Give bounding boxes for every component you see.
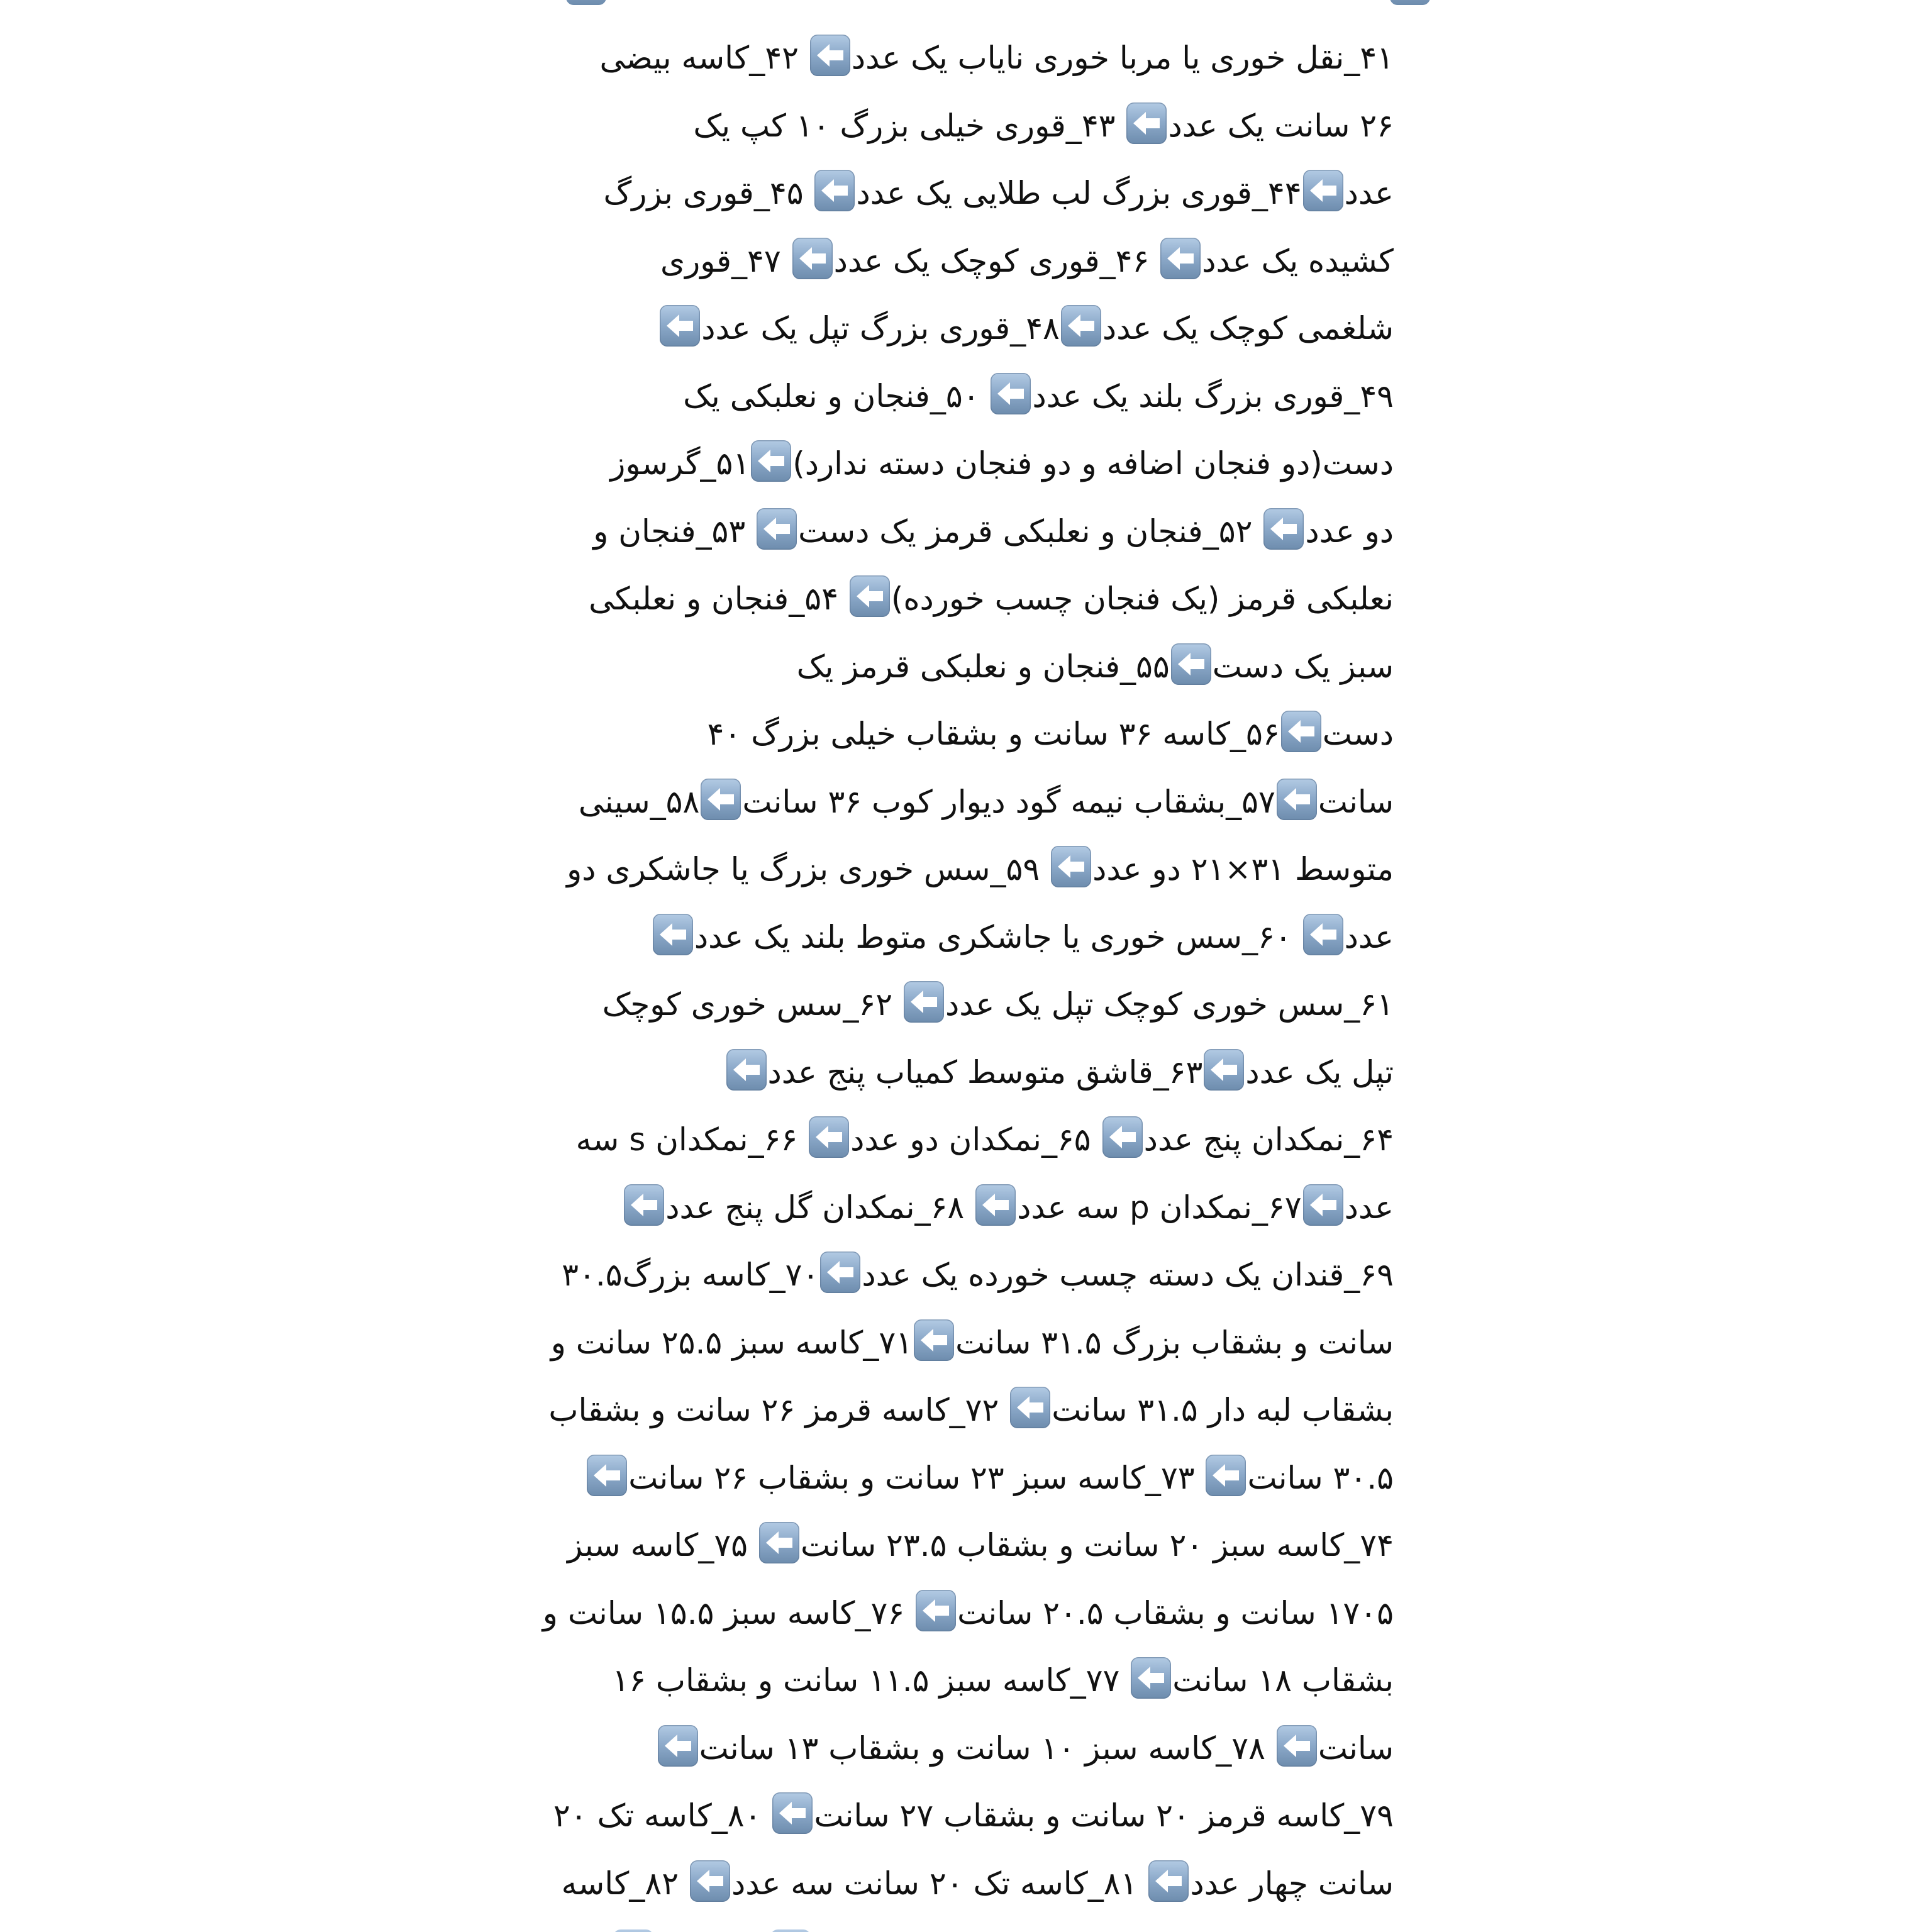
text-line xyxy=(562,1852,1394,1915)
left-arrow-button-icon xyxy=(757,508,797,550)
text-line xyxy=(579,770,1394,833)
left-arrow-button-icon xyxy=(1303,170,1343,211)
arrow-glyph-icon xyxy=(919,1328,948,1353)
text-segment: ۷۴_کاسه سبز ۲۰ سانت و بشقاب ۲۳.۵ سانت xyxy=(800,1527,1394,1563)
text-segment: ۷۶_کاسه سبز ۱۵.۵ سانت و xyxy=(542,1594,915,1631)
arrow-glyph-icon xyxy=(1067,313,1096,338)
text-line xyxy=(652,906,1394,969)
left-arrow-button-icon xyxy=(1126,103,1167,144)
arrow-glyph-icon xyxy=(996,381,1025,406)
arrow-glyph-icon xyxy=(1282,1733,1311,1758)
text-line xyxy=(562,1243,1394,1306)
text-line xyxy=(576,1108,1394,1171)
arrow-glyph-icon xyxy=(757,448,786,474)
text-segment: ۸۲_کاسه xyxy=(561,1865,689,1902)
text-segment: ۴۵_قوری بزرگ xyxy=(603,175,814,211)
left-arrow-button-icon xyxy=(653,914,693,955)
left-arrow-button-icon xyxy=(1204,1049,1244,1091)
arrow-glyph-icon xyxy=(1309,1192,1338,1218)
left-arrow-button-icon xyxy=(690,1860,730,1902)
text-segment: ۷۳_کاسه سبز ۲۳ سانت و بشقاب ۲۶ سانت xyxy=(628,1459,1205,1496)
left-arrow-button-icon xyxy=(809,1116,849,1158)
text-line xyxy=(589,567,1394,630)
left-arrow-button-icon xyxy=(701,779,741,820)
text-segment: ۴۳_قوری خیلی بزرگ ۱۰ کپ یک xyxy=(693,107,1126,144)
left-arrow-button-icon xyxy=(1051,846,1091,887)
left-arrow-button-icon xyxy=(726,1049,767,1091)
text-line xyxy=(567,1514,1394,1577)
arrow-glyph-icon xyxy=(1132,111,1161,136)
left-arrow-button-icon xyxy=(1061,305,1101,347)
text-segment: ۶۰_سس خوری یا جاشکری متوط بلند یک عدد xyxy=(694,918,1302,955)
arrow-glyph-icon xyxy=(665,313,694,338)
text-segment: ۷۵_کاسه سبز xyxy=(567,1527,758,1563)
text-line xyxy=(586,1446,1394,1509)
text-segment: ۷۸_کاسه سبز ۱۰ سانت و بشقاب ۱۳ سانت xyxy=(699,1729,1275,1767)
cropped-arrow-icon xyxy=(613,1929,653,1932)
text-segment: ۶۲_سس خوری کوچک xyxy=(602,986,902,1023)
text-segment: ۶۳_قاشق متوسط کمیاب پنج عدد xyxy=(767,1053,1203,1091)
text-segment: نعلبکی قرمز (یک فنجان چسب خورده) xyxy=(891,580,1394,617)
text-segment: ۵۳_فنجان و xyxy=(593,513,756,550)
text-segment: ۶۸_نمکدان گل پنج عدد xyxy=(665,1189,975,1226)
text-segment: ۳۰.۵ سانت xyxy=(1247,1459,1394,1496)
text-segment: ۲۶ سانت یک عدد xyxy=(1168,107,1394,144)
cropped-arrow-icon xyxy=(566,0,606,5)
arrow-glyph-icon xyxy=(981,1192,1010,1218)
arrow-glyph-icon xyxy=(1057,854,1085,879)
left-arrow-button-icon xyxy=(1303,1184,1343,1226)
text-segment: ۵۹_سس خوری بزرگ یا جاشکری دو xyxy=(567,851,1050,887)
text-segment: تپل یک عدد xyxy=(1245,1053,1394,1091)
arrow-glyph-icon xyxy=(663,1733,692,1758)
text-segment: ۷۰_کاسه بزرگ۳۰.۵ xyxy=(562,1257,819,1293)
left-arrow-button-icon xyxy=(1171,643,1211,685)
left-arrow-button-icon xyxy=(1010,1387,1050,1428)
arrow-glyph-icon xyxy=(1309,178,1338,203)
text-segment: ۷۱_کاسه سبز ۲۵.۵ سانت و xyxy=(550,1324,913,1361)
text-segment: بشقاب ۱۸ سانت xyxy=(1172,1662,1394,1699)
text-segment: شلغمی کوچک یک عدد xyxy=(1102,310,1394,347)
text-line xyxy=(612,1649,1394,1712)
text-segment: ۶۱_سس خوری کوچک تپل یک عدد xyxy=(945,986,1394,1023)
arrow-glyph-icon xyxy=(814,1124,843,1150)
arrow-glyph-icon xyxy=(1309,922,1338,947)
text-line xyxy=(553,1784,1394,1847)
left-arrow-button-icon xyxy=(916,1590,956,1631)
text-segment: دست xyxy=(1322,716,1394,752)
text-segment: ۱۷۰۵ سانت و بشقاب ۲۰.۵ سانت xyxy=(957,1594,1394,1631)
text-line xyxy=(657,1717,1394,1780)
text-segment: بشقاب لبه دار ۳۱.۵ سانت xyxy=(1052,1392,1394,1428)
cropped-arrow-icon xyxy=(1390,0,1430,5)
left-arrow-button-icon xyxy=(850,575,890,617)
arrow-glyph-icon xyxy=(1209,1057,1238,1082)
text-segment: عدد xyxy=(1344,175,1394,211)
text-line xyxy=(797,635,1394,698)
text-line xyxy=(604,162,1394,225)
left-arrow-button-icon xyxy=(814,170,855,211)
left-arrow-button-icon xyxy=(1263,508,1304,550)
text-segment: عدد xyxy=(1344,918,1394,955)
left-arrow-button-icon xyxy=(914,1319,954,1361)
text-line xyxy=(602,973,1394,1036)
text-segment: ۵۰_فنجان و نعلبکی یک xyxy=(683,377,990,414)
text-line xyxy=(600,26,1394,89)
left-arrow-button-icon xyxy=(587,1455,627,1496)
text-line xyxy=(725,1041,1394,1104)
text-line xyxy=(543,1582,1394,1645)
text-segment: سانت چهار عدد xyxy=(1190,1865,1394,1902)
text-line xyxy=(708,702,1394,765)
text-segment: عدد xyxy=(1344,1189,1394,1226)
arrow-glyph-icon xyxy=(762,516,791,541)
text-line xyxy=(551,1311,1394,1374)
text-segment: ۵۶_کاسه ۳۶ سانت و بشقاب خیلی بزرگ ۴۰ xyxy=(707,716,1280,752)
cropped-arrow-icon xyxy=(770,1929,811,1932)
left-arrow-button-icon xyxy=(991,373,1031,414)
left-arrow-button-icon xyxy=(810,35,850,76)
arrow-glyph-icon xyxy=(1177,652,1206,677)
text-segment: دو عدد xyxy=(1305,513,1394,550)
text-segment: ۵۷_بشقاب نیمه گود دیوار کوب ۳۶ سانت xyxy=(742,783,1275,820)
arrow-glyph-icon xyxy=(778,1801,807,1826)
text-segment: ۴۶_قوری کوچک یک عدد xyxy=(833,242,1160,279)
text-segment: ۵۵_فنجان و نعلبکی قرمز یک xyxy=(796,648,1170,685)
arrow-glyph-icon xyxy=(1136,1665,1165,1690)
left-arrow-button-icon xyxy=(772,1792,813,1834)
text-segment: ۴۲_کاسه بیضی xyxy=(599,40,809,76)
arrow-glyph-icon xyxy=(1287,719,1316,744)
arrow-glyph-icon xyxy=(855,584,884,609)
text-segment: ۴۸_قوری بزرگ تپل یک عدد xyxy=(701,310,1060,347)
text-segment: ۵۲_فنجان و نعلبکی قرمز یک دست xyxy=(798,513,1263,550)
text-line xyxy=(683,365,1394,428)
text-segment: ۶۴_نمکدان پنج عدد xyxy=(1143,1121,1394,1158)
text-segment: ۶۶_نمکدان s سه xyxy=(575,1121,808,1158)
text-line xyxy=(623,1176,1394,1239)
text-segment: سانت و بشقاب بزرگ ۳۱.۵ سانت xyxy=(955,1324,1394,1361)
text-segment: ۸۱_کاسه تک ۲۰ سانت سه عدد xyxy=(731,1865,1148,1902)
text-segment: متوسط ۳۱×۲۱ دو عدد xyxy=(1092,851,1394,887)
left-arrow-button-icon xyxy=(1206,1455,1246,1496)
left-arrow-button-icon xyxy=(624,1184,664,1226)
text-segment: ۵۸_سینی xyxy=(578,783,700,820)
arrow-glyph-icon xyxy=(1154,1868,1183,1894)
left-arrow-button-icon xyxy=(904,981,944,1023)
text-segment: ۶۵_نمکدان دو عدد xyxy=(850,1121,1101,1158)
text-line xyxy=(548,1379,1394,1441)
arrow-glyph-icon xyxy=(826,1260,855,1285)
text-segment: سانت xyxy=(1318,783,1394,820)
left-arrow-button-icon xyxy=(1102,1116,1143,1158)
text-segment: ۸۰_کاسه تک ۲۰ xyxy=(553,1797,772,1834)
text-line xyxy=(658,297,1394,360)
left-arrow-button-icon xyxy=(759,1522,799,1563)
text-line xyxy=(610,432,1394,495)
text-segment: ۷۲_کاسه قرمز ۲۶ سانت و بشقاب xyxy=(548,1392,1009,1428)
text-segment: ۴۴_قوری بزرگ لب طلایی یک عدد xyxy=(856,175,1302,211)
text-segment: سانت xyxy=(1318,1729,1394,1767)
arrow-glyph-icon xyxy=(765,1530,794,1555)
text-segment: دست(دو فنجان اضافه و دو فنجان دسته ندارد) xyxy=(792,445,1394,482)
text-segment: ۶۹_قندان یک دسته چسب خورده یک عدد xyxy=(862,1257,1394,1293)
arrow-glyph-icon xyxy=(732,1057,761,1082)
left-arrow-button-icon xyxy=(1277,1725,1317,1767)
text-segment: ۵۱_گرسوز xyxy=(610,445,750,482)
text-segment: ۴۷_قوری xyxy=(660,242,791,279)
left-arrow-button-icon xyxy=(658,1725,698,1767)
left-arrow-button-icon xyxy=(751,440,791,482)
left-arrow-button-icon xyxy=(1160,238,1201,279)
text-line xyxy=(693,94,1394,157)
arrow-glyph-icon xyxy=(1016,1395,1045,1420)
arrow-glyph-icon xyxy=(658,922,687,947)
arrow-glyph-icon xyxy=(921,1598,950,1623)
text-segment: ۶۷_نمکدان p سه عدد xyxy=(1017,1189,1302,1226)
left-arrow-button-icon xyxy=(1148,1860,1189,1902)
text-segment: ۷۷_کاسه سبز ۱۱.۵ سانت و بشقاب ۱۶ xyxy=(612,1662,1130,1699)
arrow-glyph-icon xyxy=(909,989,938,1014)
arrow-glyph-icon xyxy=(1108,1124,1137,1150)
arrow-glyph-icon xyxy=(592,1463,621,1488)
text-line xyxy=(567,838,1394,901)
text-segment: ۷۹_کاسه قرمز ۲۰ سانت و بشقاب ۲۷ سانت xyxy=(814,1797,1394,1834)
left-arrow-button-icon xyxy=(1281,711,1321,752)
text-segment: ۵۴_فنجان و نعلبکی xyxy=(589,580,848,617)
arrow-glyph-icon xyxy=(696,1868,724,1894)
arrow-glyph-icon xyxy=(706,787,735,812)
arrow-glyph-icon xyxy=(820,178,849,203)
text-segment: کشیده یک عدد xyxy=(1202,242,1394,279)
arrow-glyph-icon xyxy=(1282,787,1311,812)
left-arrow-button-icon xyxy=(1277,779,1317,820)
left-arrow-button-icon xyxy=(1131,1657,1171,1699)
left-arrow-button-icon xyxy=(820,1252,860,1293)
left-arrow-button-icon xyxy=(975,1184,1016,1226)
arrow-glyph-icon xyxy=(1269,516,1298,541)
left-arrow-button-icon xyxy=(1303,914,1343,955)
arrow-glyph-icon xyxy=(1211,1463,1240,1488)
text-segment: ۴۱_نقل خوری یا مربا خوری نایاب یک عدد xyxy=(851,40,1394,76)
arrow-glyph-icon xyxy=(1166,246,1195,271)
arrow-glyph-icon xyxy=(630,1192,658,1218)
arrow-glyph-icon xyxy=(816,43,845,68)
text-segment: ۴۹_قوری بزرگ بلند یک عدد xyxy=(1032,377,1394,414)
arrow-glyph-icon xyxy=(798,246,827,271)
text-line xyxy=(660,230,1394,292)
text-segment: سبز یک دست xyxy=(1212,648,1394,685)
left-arrow-button-icon xyxy=(792,238,833,279)
left-arrow-button-icon xyxy=(660,305,700,347)
text-line xyxy=(593,500,1394,563)
